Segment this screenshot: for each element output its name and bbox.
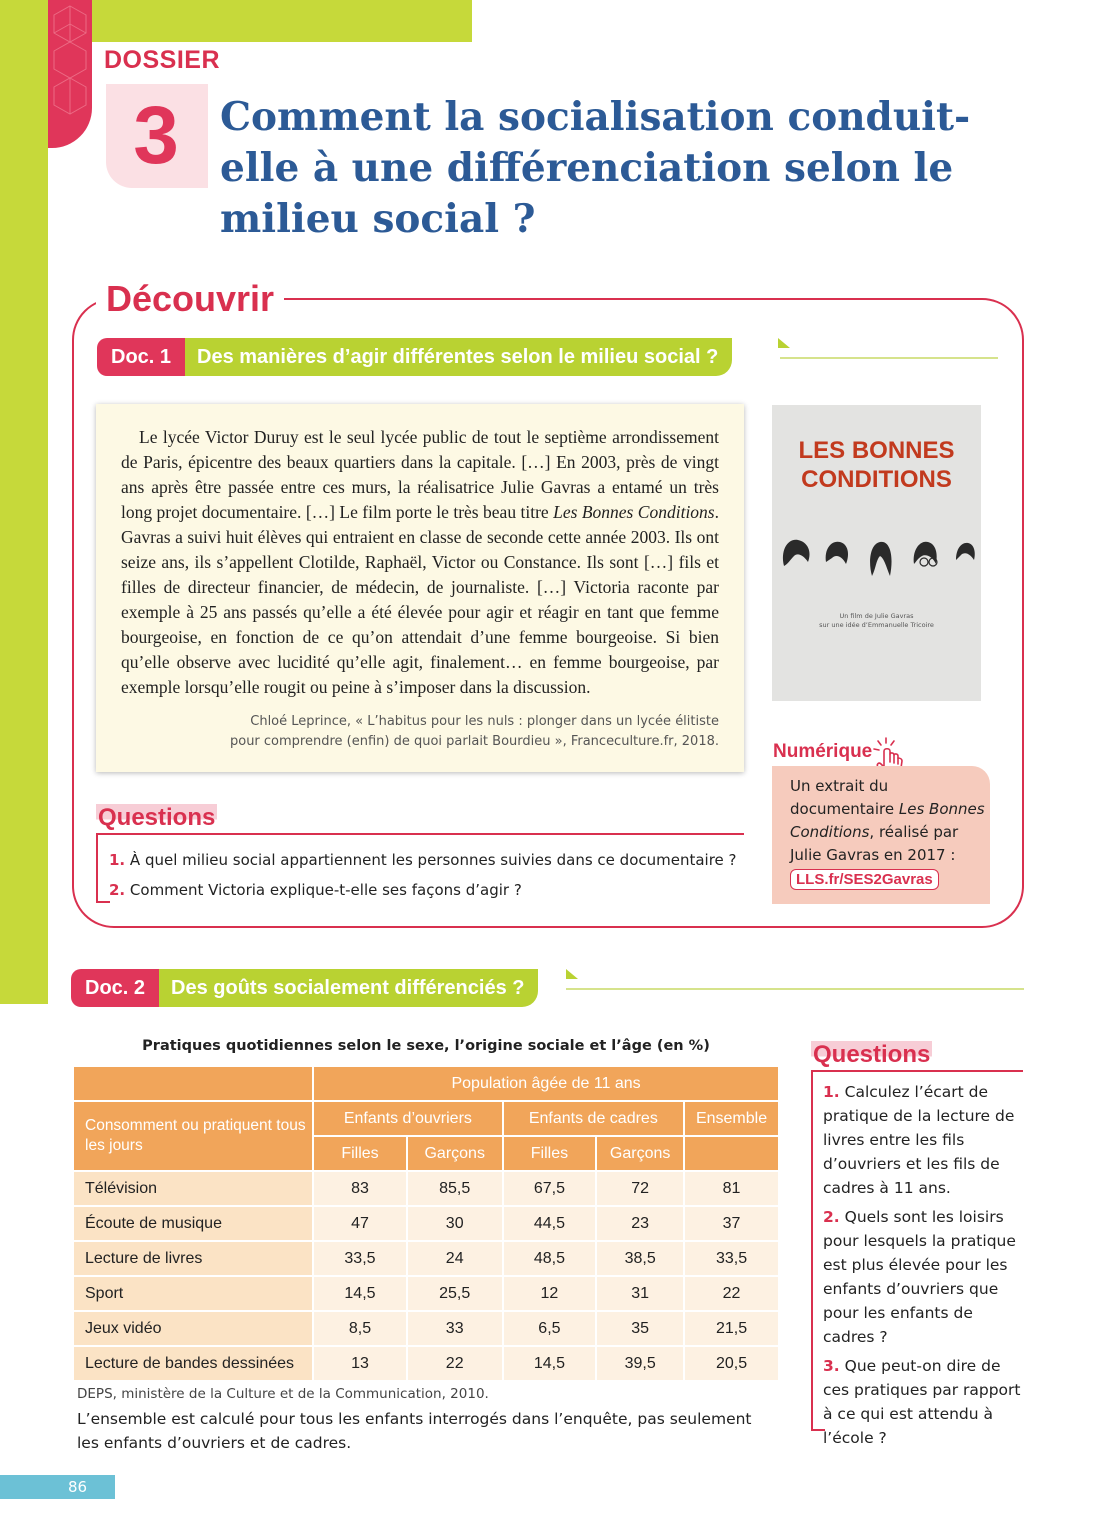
dossier-number: 3 bbox=[133, 90, 179, 181]
row-label: Jeux vidéo bbox=[73, 1311, 313, 1346]
table-row bbox=[73, 1171, 779, 1206]
table-row bbox=[73, 1241, 779, 1276]
table-cell: 20,5 bbox=[684, 1346, 779, 1381]
table-cell: 33 bbox=[407, 1311, 503, 1346]
top-band bbox=[48, 0, 472, 42]
page-number: 86 bbox=[68, 1478, 88, 1496]
numerique-label: Numérique bbox=[773, 741, 873, 762]
table-row bbox=[73, 1311, 779, 1346]
numerique-link[interactable]: LLS.fr/SES2Gavras bbox=[790, 869, 939, 890]
quote-text bbox=[121, 425, 719, 700]
doc2-questions-title: Questions bbox=[813, 1041, 931, 1068]
table-source: DEPS, ministère de la Culture et de la Communication, 2010. bbox=[77, 1386, 489, 1402]
group-header: Enfants d’ouvriers bbox=[313, 1101, 502, 1136]
poster-title-line-2: CONDITIONS bbox=[801, 466, 952, 493]
row-label: Télévision bbox=[73, 1171, 313, 1206]
table-cell: 22 bbox=[407, 1346, 503, 1381]
doc1-header bbox=[97, 338, 732, 376]
doc2-question-1-text: Calculez l’écart de pratique de la lecture de livres entre les fils d’ouvriers et les fils de cadres à 11 ans. bbox=[823, 1083, 1015, 1197]
doc1-question-2 bbox=[109, 875, 749, 905]
doc2-questions-list bbox=[823, 1080, 1028, 1455]
table-cell: 30 bbox=[407, 1206, 503, 1241]
numerique-text-a: Un extrait du documentaire bbox=[790, 777, 899, 818]
table-cell: 33,5 bbox=[684, 1241, 779, 1276]
doc1-question-2-text: Comment Victoria explique-t-elle ses façons d’agir ? bbox=[129, 881, 522, 899]
doc2-header bbox=[71, 969, 538, 1007]
doc2-question-2 bbox=[823, 1205, 1028, 1349]
table-header-row bbox=[73, 1066, 779, 1101]
doc1-notch bbox=[778, 338, 790, 348]
row-label: Sport bbox=[73, 1276, 313, 1311]
subgroup-header: Garçons bbox=[407, 1136, 503, 1171]
table-cell: 83 bbox=[313, 1171, 407, 1206]
doc1-question-1-num: 1. bbox=[109, 851, 126, 869]
group-header: Enfants de cadres bbox=[503, 1101, 684, 1136]
quote-part-2: . Gavras a suivi huit élèves qui entraient en classe de seconde cette année 2003. Ils ont seize ans, ils s’appellent Clotilde, Raphaël, Victor ou Constance. Ils sont […] fils et filles de directeur financier, de médecin, de journaliste. […] Victoria raconte par exemple à 25 ans passés qu’elle a été élevée pour agir et réagir en tant que femme bourgeoise, en fonction de ce qu’on attendait d’une femme bourgeoise. Si bien qu’elle observe avec lucidité qu’elle agit, finalement… en femme bourgeoise, par exemple lorsqu’elle rougit ou peine à s’imposer dans la discussion. bbox=[121, 502, 719, 697]
doc2-notch bbox=[566, 969, 578, 979]
doc2-rule bbox=[566, 988, 1024, 990]
table-row bbox=[73, 1276, 779, 1311]
table-cell: 22 bbox=[684, 1276, 779, 1311]
population-header: Population âgée de 11 ans bbox=[313, 1066, 779, 1101]
table-cell: 23 bbox=[596, 1206, 684, 1241]
poster-faces-illustration bbox=[776, 532, 978, 580]
poster-credit-line-2: sur une idée d’Emmanuelle Tricoire bbox=[819, 621, 934, 629]
table-cell: 81 bbox=[684, 1171, 779, 1206]
subgroup-header: Filles bbox=[503, 1136, 597, 1171]
doc1-questions-list bbox=[109, 845, 749, 905]
poster-title-line-1: LES BONNES bbox=[798, 437, 955, 464]
doc2-question-3-num: 3. bbox=[823, 1357, 840, 1375]
row-label: Lecture de bandes dessinées bbox=[73, 1346, 313, 1381]
poster-credit-line-1: Un film de Julie Gavras bbox=[839, 612, 914, 620]
doc1-title: Des manières d’agir différentes selon le milieu social ? bbox=[185, 338, 732, 376]
row-header: Consomment ou pratiquent tous les jours bbox=[73, 1101, 313, 1171]
doc1-question-1 bbox=[109, 845, 749, 875]
quote-film-title: Les Bonnes Conditions bbox=[553, 502, 715, 522]
doc2-question-1-num: 1. bbox=[823, 1083, 840, 1101]
page-title: Comment la socialisation conduit-elle à une différenciation selon le milieu social ? bbox=[220, 94, 971, 242]
decouvrir-title: Découvrir bbox=[96, 276, 284, 322]
quote-source bbox=[121, 712, 719, 752]
table-cell: 14,5 bbox=[503, 1346, 597, 1381]
numerique-text-b: , réalisé par Julie Gavras en 2017 : bbox=[790, 823, 959, 864]
table-row bbox=[73, 1346, 779, 1381]
row-label: Écoute de musique bbox=[73, 1206, 313, 1241]
table-cell: 8,5 bbox=[313, 1311, 407, 1346]
table-cell: 85,5 bbox=[407, 1171, 503, 1206]
table-cell: 38,5 bbox=[596, 1241, 684, 1276]
table-header-row bbox=[73, 1101, 779, 1136]
table-cell: 67,5 bbox=[503, 1171, 597, 1206]
table-cell: 31 bbox=[596, 1276, 684, 1311]
doc2-question-3-text: Que peut-on dire de ces pratiques par rapport à ce qui est attendu à l’école ? bbox=[823, 1357, 1021, 1447]
page-number-box bbox=[0, 1475, 115, 1499]
quote-source-line-2: pour comprendre (enfin) de quoi parlait Bourdieu », Franceculture.fr, 2018. bbox=[229, 734, 719, 749]
doc2-tag: Doc. 2 bbox=[71, 969, 159, 1007]
doc1-rule bbox=[780, 357, 998, 359]
table-cell: 12 bbox=[503, 1276, 597, 1311]
table-cell: 24 bbox=[407, 1241, 503, 1276]
doc2-title: Des goûts socialement différenciés ? bbox=[159, 969, 538, 1007]
table-cell: 72 bbox=[596, 1171, 684, 1206]
table-caption: Pratiques quotidiennes selon le sexe, l’origine sociale et l’âge (en %) bbox=[142, 1038, 710, 1054]
doc2-question-2-text: Quels sont les loisirs pour lesquels la pratique est plus élevée pour les enfants d’ouvriers que pour les enfants de cadres ? bbox=[823, 1208, 1016, 1346]
doc2-question-3 bbox=[823, 1354, 1028, 1450]
subgroup-header-empty bbox=[684, 1136, 779, 1171]
table-cell: 25,5 bbox=[407, 1276, 503, 1311]
table-cell: 37 bbox=[684, 1206, 779, 1241]
quote-source-line-1: Chloé Leprince, « L’habitus pour les nuls : plonger dans un lycée élitiste bbox=[250, 714, 719, 729]
doc2-question-1 bbox=[823, 1080, 1028, 1200]
table-cell: 14,5 bbox=[313, 1276, 407, 1311]
table-cell: 44,5 bbox=[503, 1206, 597, 1241]
side-band bbox=[0, 0, 48, 1004]
quote-part-1: Le lycée Victor Duruy est le seul lycée public de tout le septième arrondissement de Paris, épicentre des beaux quartiers dans la capitale. […] En 2003, près de vingt ans après être passée entre ces murs, la réalisatrice Julie Gavras a entamé un très long projet documentaire. […] Le film porte le très beau titre bbox=[121, 427, 719, 522]
numerique-text bbox=[790, 775, 986, 891]
doc1-question-2-num: 2. bbox=[109, 881, 126, 899]
table-cell: 33,5 bbox=[313, 1241, 407, 1276]
doc2-question-2-num: 2. bbox=[823, 1208, 840, 1226]
table-cell: 6,5 bbox=[503, 1311, 597, 1346]
poster-credit bbox=[772, 612, 981, 630]
poster-title bbox=[772, 436, 981, 494]
table-cell: 13 bbox=[313, 1346, 407, 1381]
table-note: L’ensemble est calculé pour tous les enfants interrogés dans l’enquête, pas seulement les enfants d’ouvriers et de cadres. bbox=[77, 1410, 752, 1452]
practices-table bbox=[72, 1065, 780, 1382]
table-cell: 21,5 bbox=[684, 1311, 779, 1346]
table-cell: 47 bbox=[313, 1206, 407, 1241]
table-cell: 35 bbox=[596, 1311, 684, 1346]
doc1-questions-title: Questions bbox=[98, 804, 216, 831]
group-header: Ensemble bbox=[684, 1101, 779, 1136]
numerique-film-title: Les Bonnes Conditions bbox=[790, 800, 985, 841]
table-cell: 39,5 bbox=[596, 1346, 684, 1381]
dossier-label: DOSSIER bbox=[104, 46, 221, 74]
doc1-questions-bracket-end bbox=[96, 900, 110, 903]
hexagon-pattern-icon bbox=[48, 0, 92, 148]
table-corner-cell bbox=[73, 1066, 313, 1101]
subgroup-header: Garçons bbox=[596, 1136, 684, 1171]
subgroup-header: Filles bbox=[313, 1136, 407, 1171]
row-label: Lecture de livres bbox=[73, 1241, 313, 1276]
doc1-tag: Doc. 1 bbox=[97, 338, 185, 376]
table-row bbox=[73, 1206, 779, 1241]
table-cell: 48,5 bbox=[503, 1241, 597, 1276]
doc1-question-1-text: À quel milieu social appartiennent les personnes suivies dans ce documentaire ? bbox=[129, 851, 737, 869]
